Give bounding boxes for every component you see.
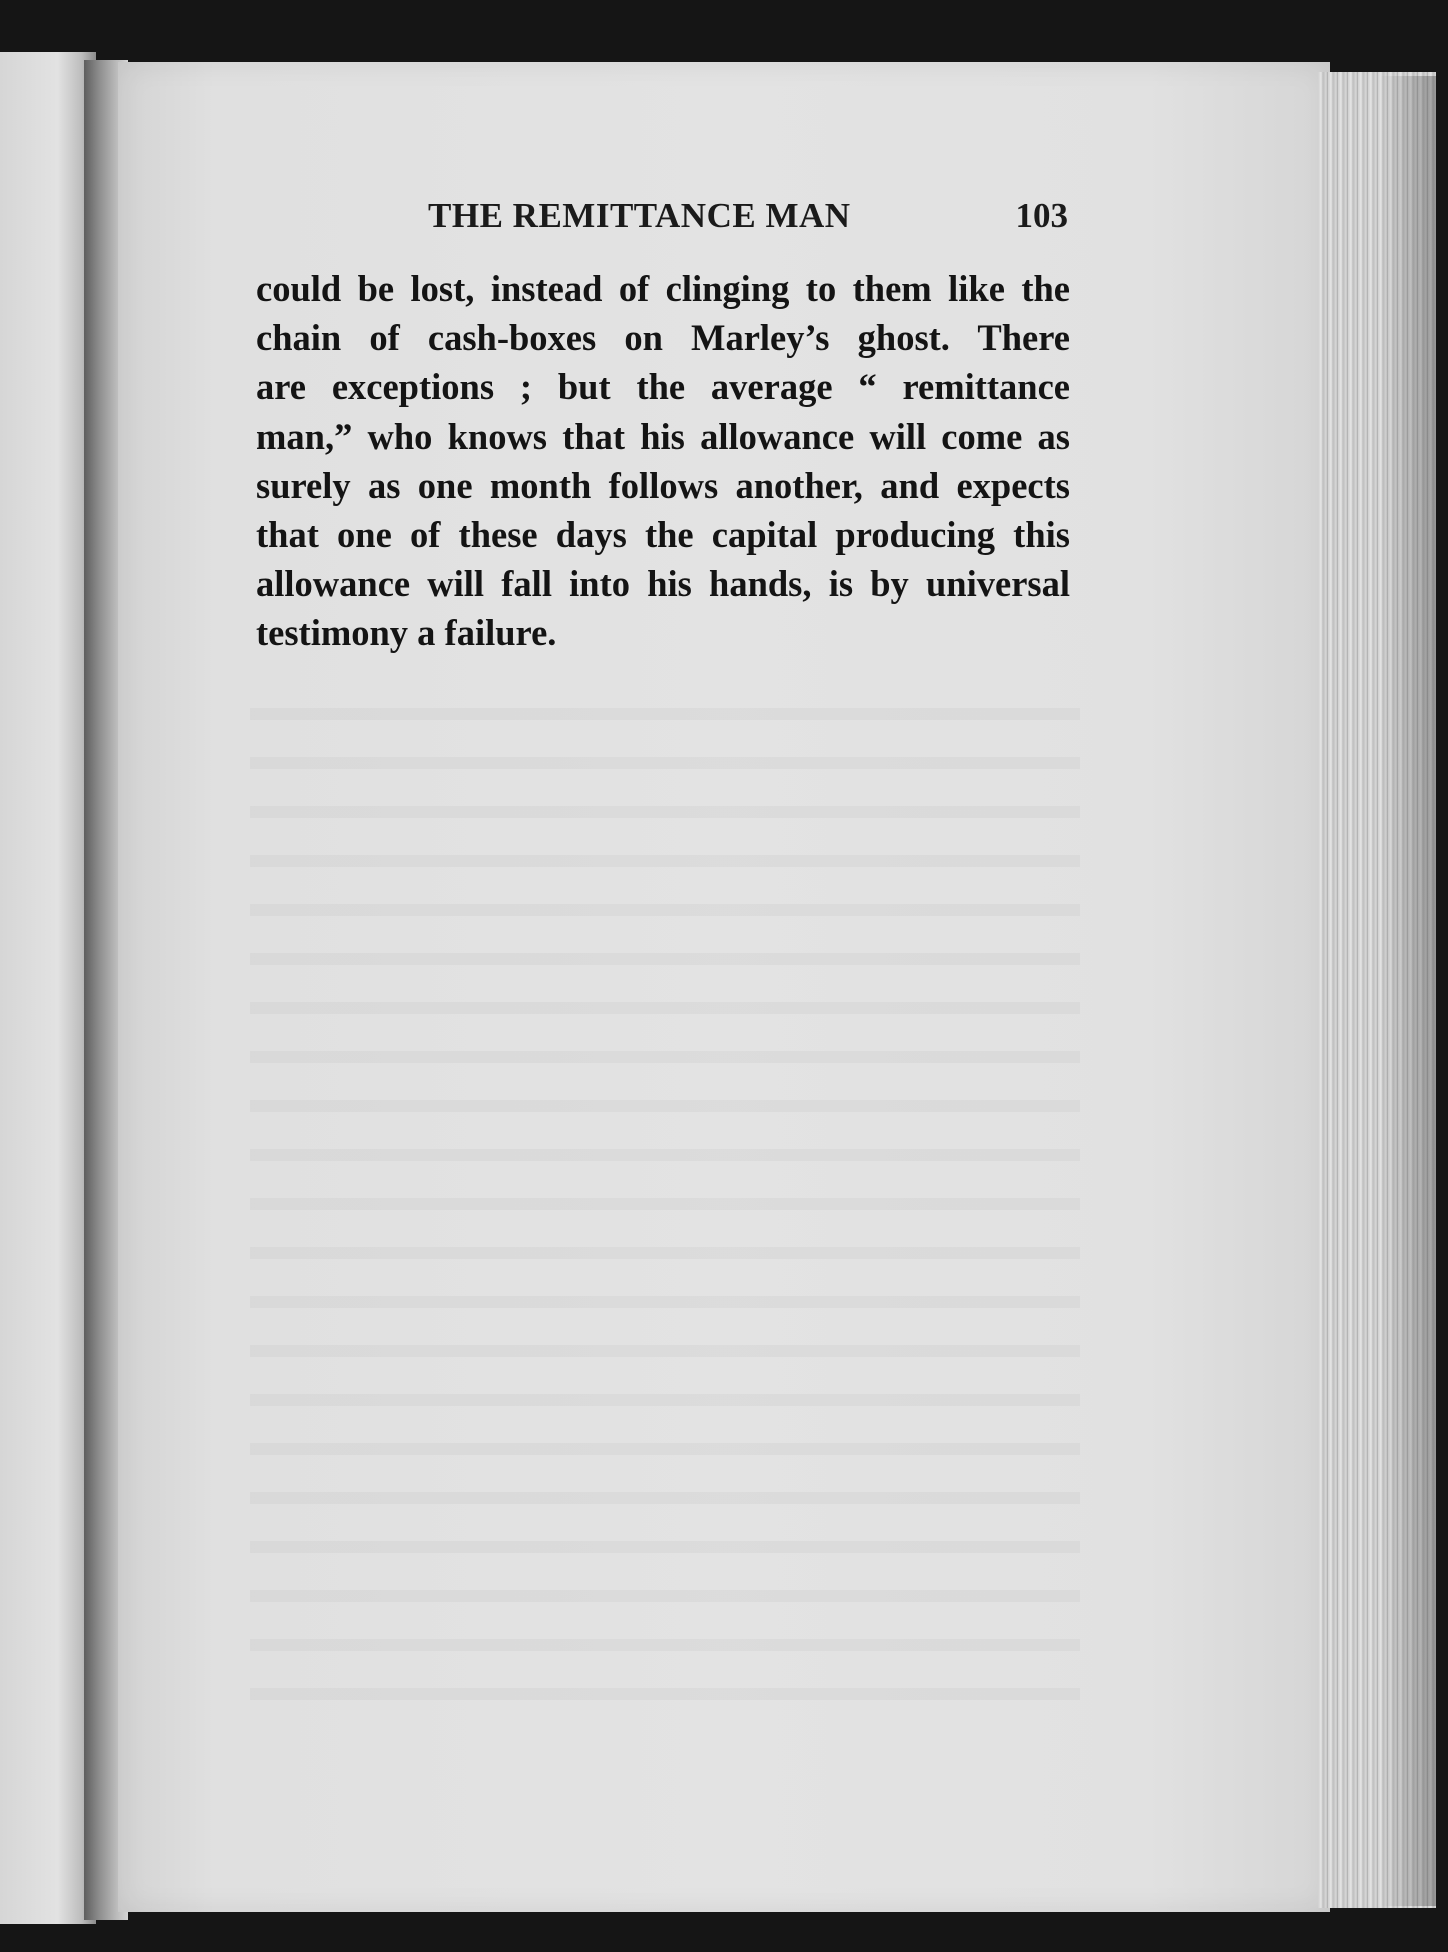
facing-page-edge: [0, 52, 96, 1924]
text-line: are exceptions ; but the average “ remittance: [256, 366, 1070, 408]
text-line: allowance will fall into his hands, is by universal: [256, 563, 1070, 605]
text-line: could be lost, instead of clinging to them like the: [256, 268, 1070, 309]
page-number: 103: [1015, 196, 1068, 235]
text-line: chain of cash-boxes on Marley’s ghost. There: [256, 317, 1070, 359]
text-line: surely as one month follows another, and expects: [256, 464, 1070, 506]
show-through-text: [250, 690, 1080, 1730]
running-head: [258, 196, 1068, 246]
text-line: that one of these days the capital producing this: [256, 513, 1070, 555]
text-line: man,” who knows that his allowance will come as: [256, 415, 1070, 457]
body-paragraph: [256, 264, 1070, 658]
running-head-title: THE REMITTANCE MAN: [428, 196, 851, 235]
page-stack-shadow: [1380, 76, 1436, 1906]
text-line: testimony a failure.: [256, 612, 557, 654]
